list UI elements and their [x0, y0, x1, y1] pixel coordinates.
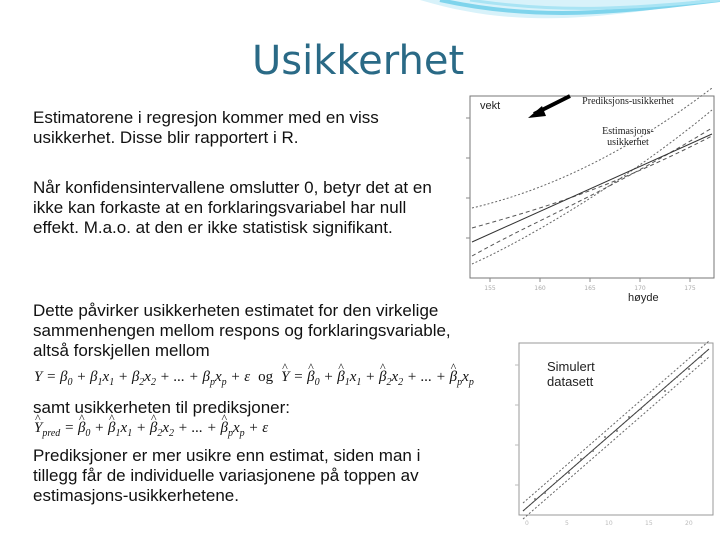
- svg-text:5: 5: [565, 520, 569, 527]
- estimation-label-line2: usikkerhet: [607, 137, 649, 148]
- svg-text:175: 175: [684, 285, 696, 292]
- svg-text:165: 165: [584, 285, 596, 292]
- simulated-dataset-plot: [505, 335, 717, 540]
- svg-text:170: 170: [634, 285, 646, 292]
- svg-text:155: 155: [484, 285, 496, 292]
- prediction-uncertainty-label: Prediksjons-usikkerhet: [582, 96, 674, 107]
- svg-text:0: 0: [525, 520, 529, 527]
- svg-text:15: 15: [645, 520, 653, 527]
- svg-text:10: 10: [605, 520, 613, 527]
- paragraph-conclusion: Prediksjoner er mer usikre enn estimat, siden man i tillegg får de individuelle variasjonene på toppen av estimasjons-usikkerhetene.: [33, 446, 421, 505]
- svg-text:20: 20: [685, 520, 693, 527]
- simulated-plot-graphic: [505, 335, 717, 540]
- paragraph-intro: Estimatorene i regresjon kommer med en viss usikkerhet. Disse blir rapportert i R.: [33, 108, 379, 147]
- formula-model-and-estimate: $Y = \beta_0 + \beta_1x_1 + \beta_2x_2$ + ... + $\beta_px_p + \varepsilon$ og^ Y = ^ $\beta_0$ + ^ $\beta_1x_1$ + ^ $\beta_2x_2$ + ... + ^ $\beta_px_p$: [34, 369, 474, 388]
- regression-interval-plot: [450, 88, 720, 320]
- paragraph-prediction-intro: samt usikkerheten til prediksjoner:: [33, 398, 291, 417]
- slide-title: Usikkerhet: [252, 38, 465, 84]
- plot-xlabel: høyde: [628, 292, 659, 304]
- estimation-label-line1: Estimasjons-: [602, 126, 654, 137]
- formula-connector: og: [258, 369, 274, 385]
- interval-plot-graphic: [450, 88, 720, 320]
- paragraph-confidence: Når konfidensintervallene omslutter 0, betyr det at en ikke kan forkaste at en forklaringsvariabel har null effekt. M.a.o. at den er ikke statistisk signifikant.: [33, 178, 432, 237]
- plot-ylabel: vekt: [480, 100, 501, 112]
- svg-text:160: 160: [534, 285, 546, 292]
- simulated-label-line2: datasett: [547, 374, 594, 389]
- estimation-uncertainty-label: [568, 126, 688, 148]
- simulated-label-line1: Simulert: [547, 359, 595, 374]
- formula-prediction: ^ $Y_{pred}$ = ^ $\beta_0$ + ^ $\beta_1x_1$ + ^ $\beta_2x_2$ + ... + ^ $\beta_px_p + \varepsilon$: [34, 420, 268, 439]
- paragraph-effect: Dette påvirker usikkerheten estimatet for den virkelige sammenhengen mellom respons og forklaringsvariable, altså forskjellen mellom: [33, 301, 451, 360]
- simulated-dataset-label: [547, 359, 595, 389]
